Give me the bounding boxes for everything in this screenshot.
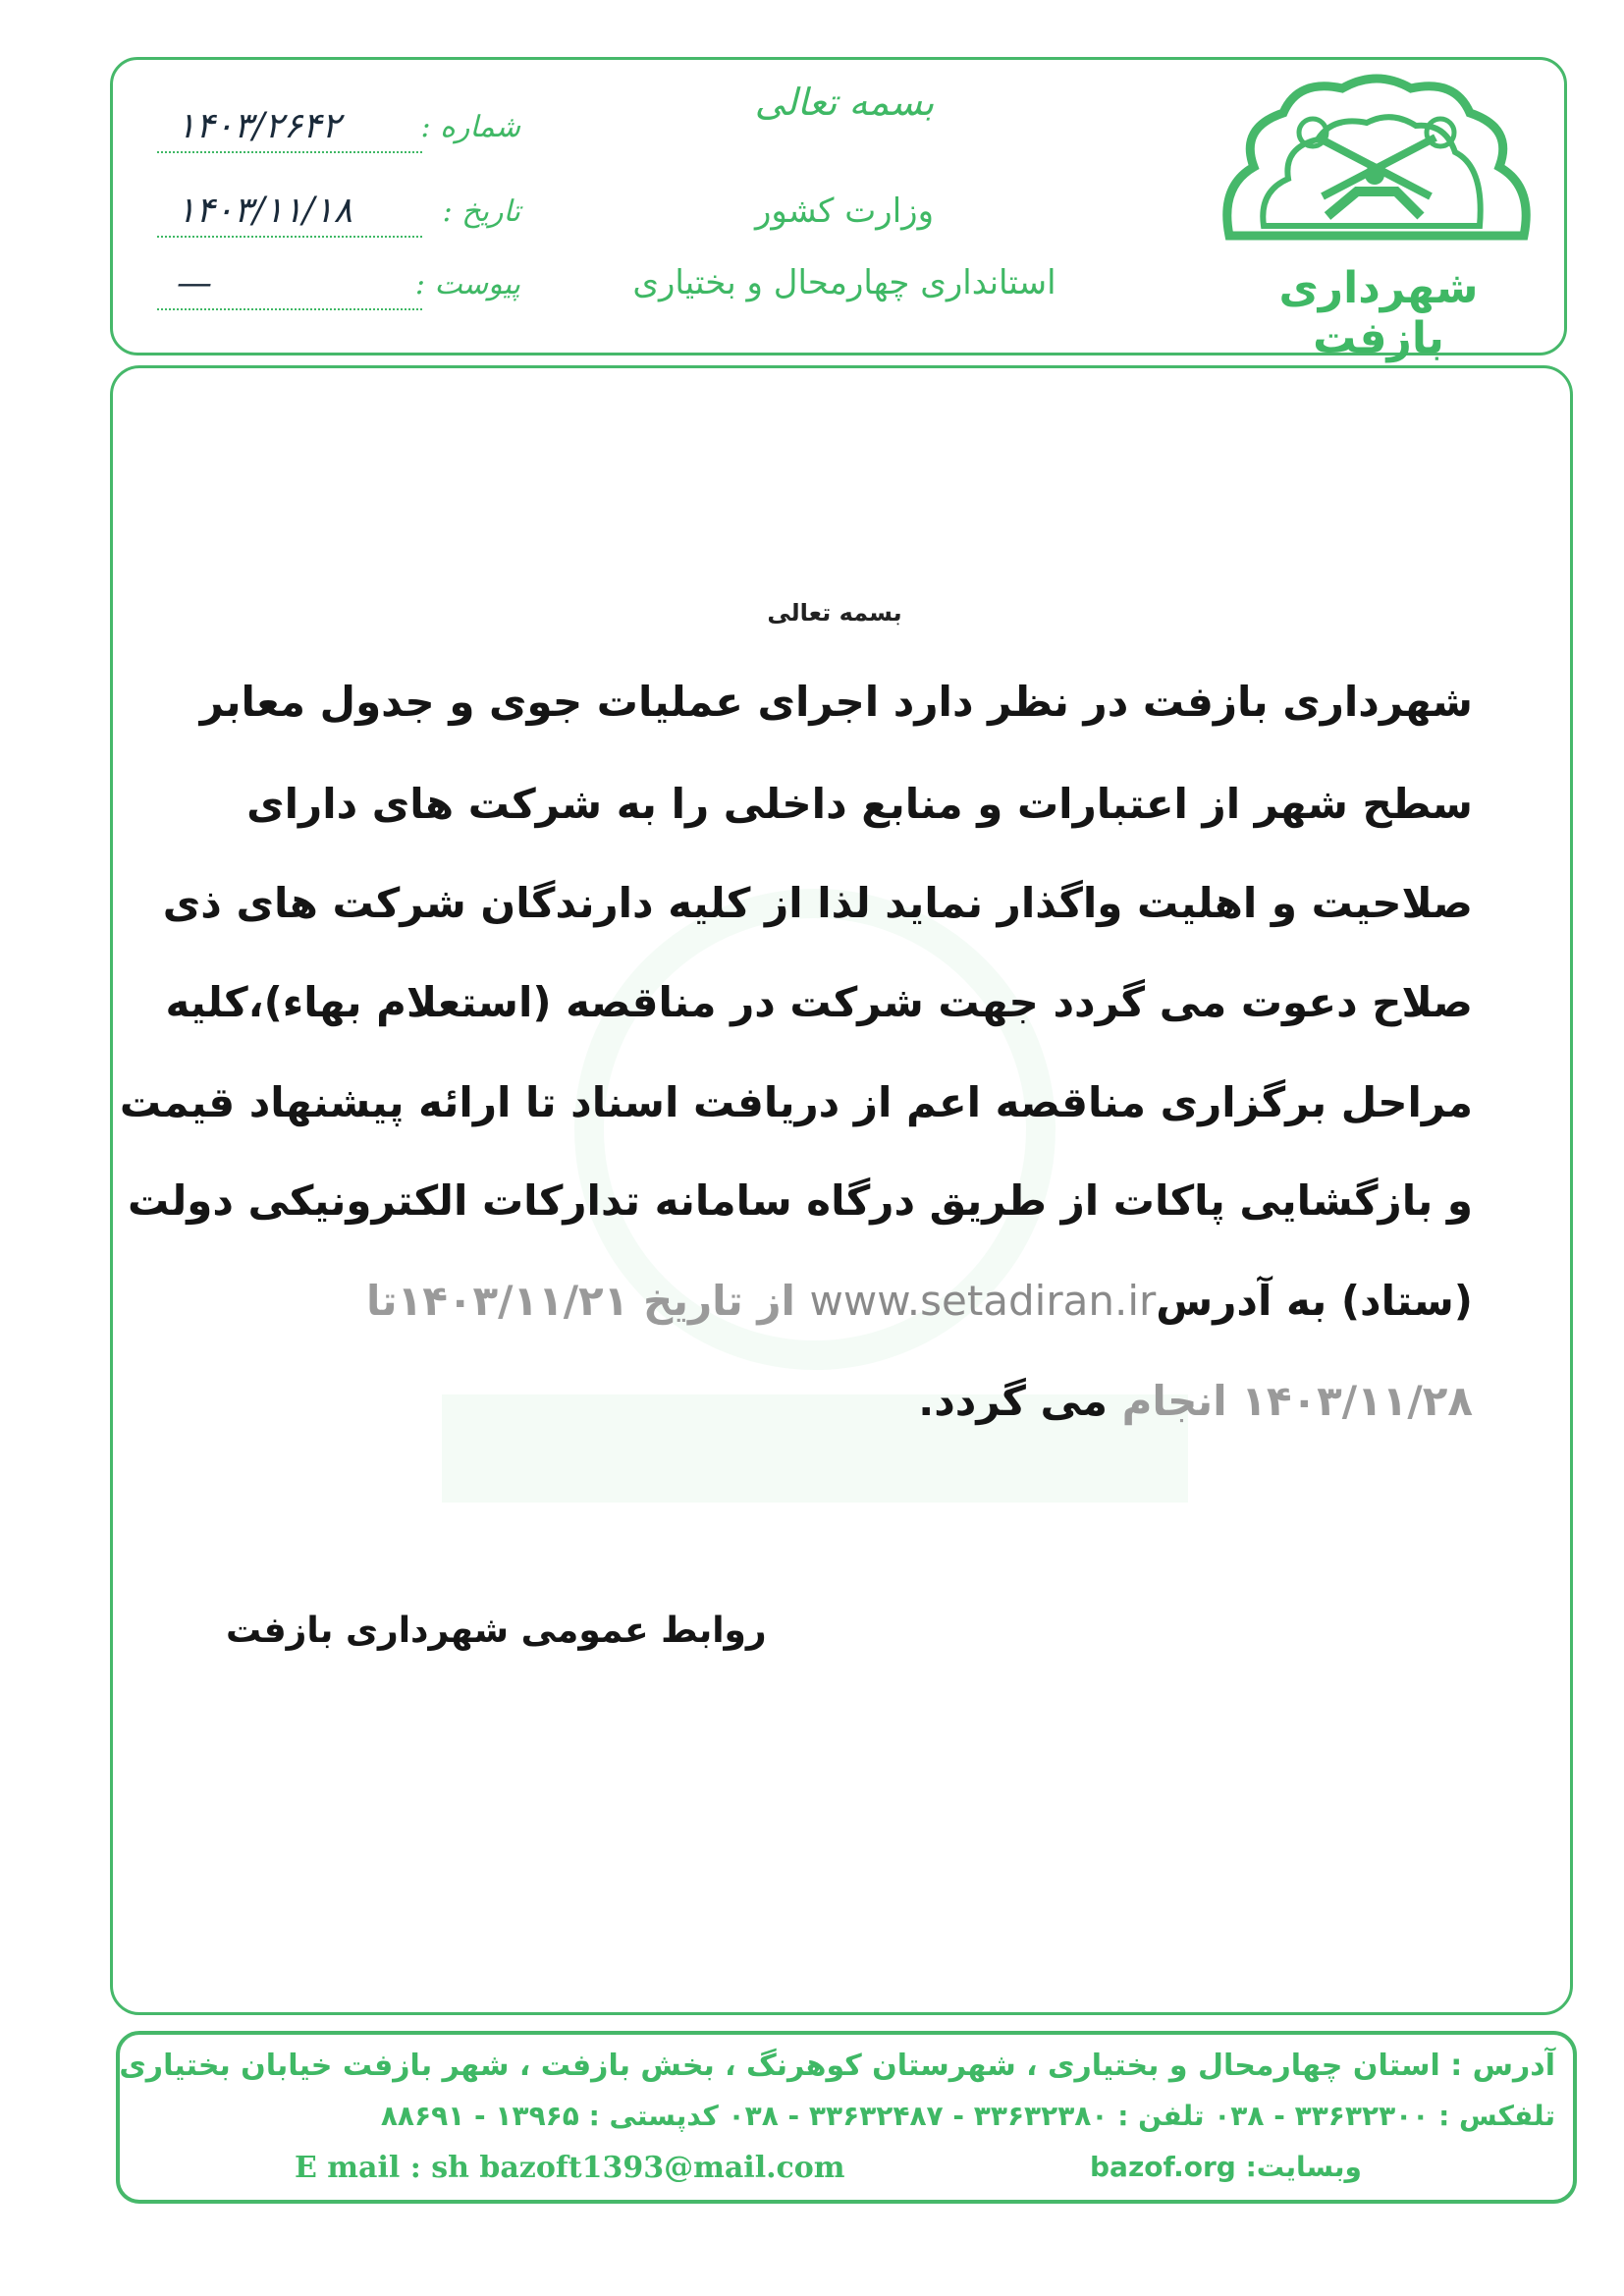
to-date: ۱۴۰۳/۱۱/۲۸ انجام	[1121, 1377, 1473, 1425]
footer-email[interactable]: E mail : sh bazoft1393@mail.com	[295, 2151, 845, 2185]
number-dotted-line	[157, 151, 422, 153]
body-line-2: سطح شهر از اعتبارات و منابع داخلی را به شرکت های دارای	[246, 780, 1473, 828]
header-bismillah: بسمه تعالی	[754, 81, 935, 124]
body-line-7	[366, 1277, 1473, 1325]
attachment-value: —	[177, 263, 212, 303]
footer-website[interactable]: وبسایت: bazof.org	[1090, 2151, 1362, 2183]
body-line-4: صلاح دعوت می گردد جهت شرکت در مناقصه (استعلام بهاء)،کلیه	[165, 978, 1473, 1026]
signature: روابط عمومی شهرداری بازفت	[226, 1611, 767, 1651]
date-row	[147, 191, 520, 244]
body-line-8	[918, 1377, 1473, 1425]
attachment-row	[147, 263, 520, 316]
date-dotted-line	[157, 236, 422, 238]
footer-address: آدرس : استان چهارمحال و بختیاری ، شهرستان کوهرنگ ، بخش بازفت ، شهر بازفت خیابان بختیاری	[119, 2049, 1555, 2083]
from-date: از تاریخ ۱۴۰۳/۱۱/۲۱تا	[366, 1277, 795, 1325]
attachment-label: پیوست :	[414, 267, 520, 301]
body-line-5: مراحل برگزاری مناقصه اعم از دریافت اسناد تا ارائه پیشنهاد قیمت	[119, 1078, 1473, 1126]
date-value: ۱۴۰۳/۱۱/۱۸	[177, 191, 352, 231]
number-row	[147, 106, 520, 159]
attachment-dotted-line	[157, 308, 422, 310]
ministry-title: وزارت کشور	[754, 191, 935, 231]
body-bismillah: بسمه تعالی	[767, 599, 902, 627]
body-line-7-start: (ستاد) به آدرس	[1156, 1277, 1473, 1325]
closing-text: می گردد.	[918, 1377, 1108, 1425]
number-label: شماره :	[420, 110, 520, 144]
setadiran-url[interactable]: www.setadiran.ir	[809, 1277, 1157, 1325]
body-line-1: شهرداری بازفت در نظر دارد اجرای عملیات جوی و جدول معابر	[199, 678, 1473, 726]
governorate-title: استانداری چهارمحال و بختیاری	[632, 263, 1056, 302]
body-line-6: و بازگشایی پاکات از طریق درگاه سامانه تدارکات الکترونیکی دولت	[128, 1176, 1473, 1225]
footer-contact: تلفکس : ۳۳۶۳۲۳۰۰ - ۰۳۸ تلفن : ۳۳۶۳۲۳۸۰ - ۳۳۶۳۲۴۸۷ - ۰۳۸ کدپستی : ۱۳۹۶۵ - ۸۸۶۹۱	[380, 2100, 1555, 2132]
date-label: تاریخ :	[442, 194, 520, 229]
logo-org-name: شهرداری بازفت	[1278, 263, 1479, 363]
number-value: ۱۴۰۳/۲۶۴۲	[177, 106, 341, 146]
body-line-3: صلاحیت و اهلیت واگذار نماید لذا از کلیه دارندگان شرکت های ذی	[162, 879, 1473, 927]
